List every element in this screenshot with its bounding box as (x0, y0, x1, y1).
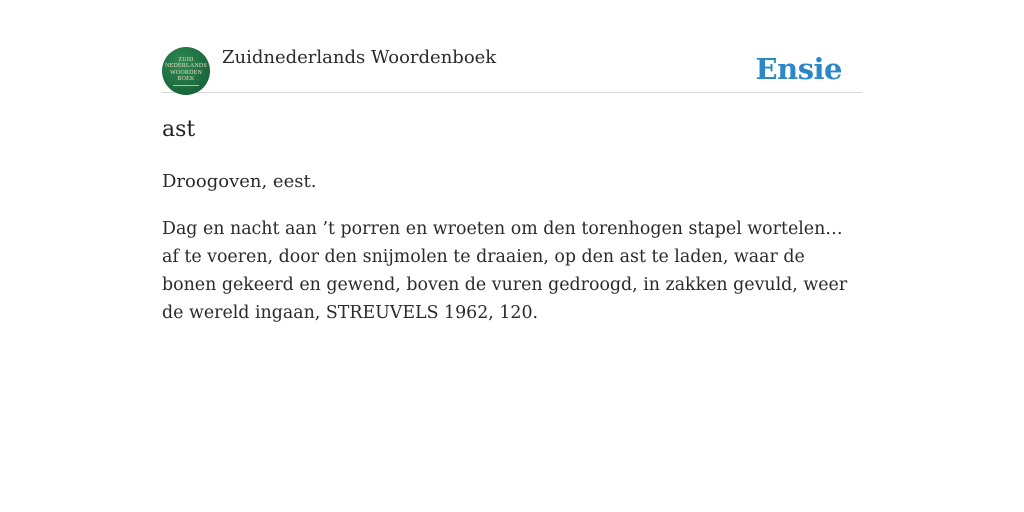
entry-definition: Droogoven, eest. (162, 171, 317, 192)
site-header (162, 46, 862, 93)
logo-text-line: BOEK (177, 76, 195, 82)
logo-text-line: WOORDEN (169, 69, 203, 76)
site-logo[interactable] (162, 47, 210, 95)
logo-text-line: ZUID (178, 56, 194, 63)
logo-divider (173, 85, 199, 86)
site-name-link[interactable]: Zuidnederlands Woordenboek (222, 47, 497, 68)
entry-title: ast (162, 117, 196, 142)
logo-text-line: NEDERLANDS (165, 63, 207, 69)
entry-quote: Dag en nacht aan ’t porren en wroeten om den torenhogen stapel wortelen… af te voeren, door den snijmolen te draaien, op den ast te laden, waar de bonen gekeerd en gewend, boven de vuren gedroogd, in zakken gevuld, weer de wereld ingaan, STREUVELS 1962, 120. (162, 219, 848, 323)
brand-logo-link[interactable]: Ensie (755, 52, 842, 86)
